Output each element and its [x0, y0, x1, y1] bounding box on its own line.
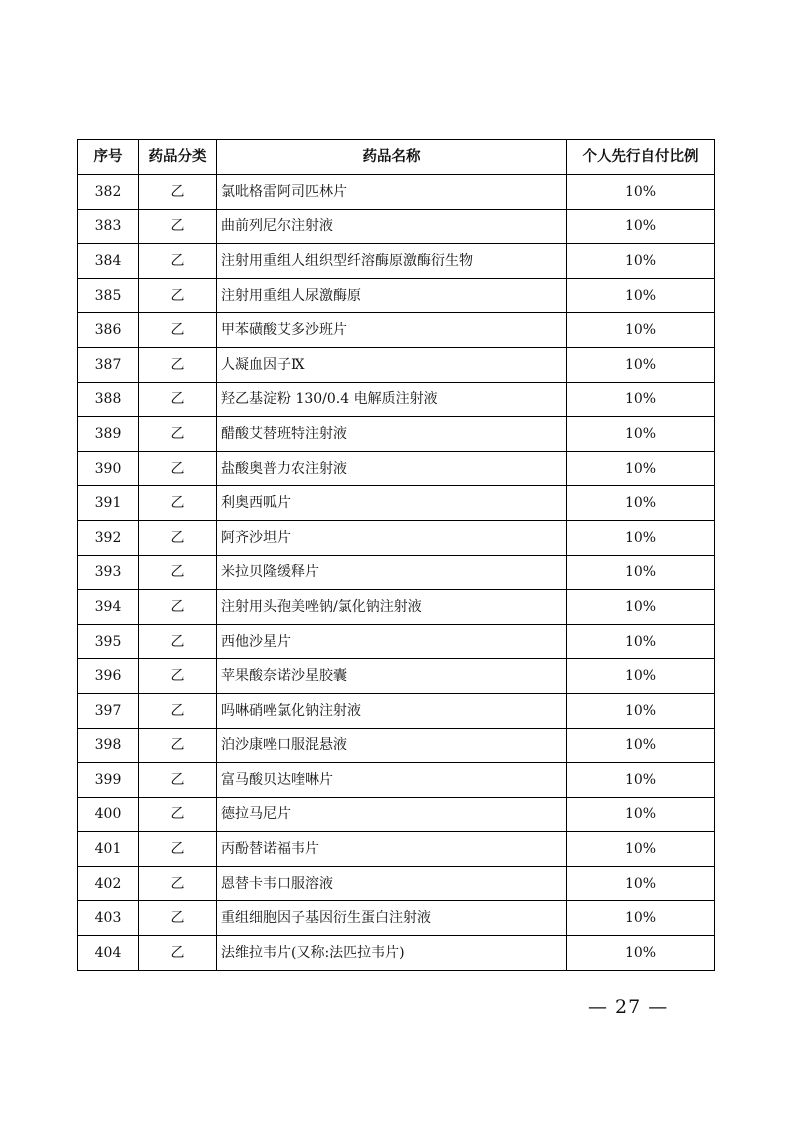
cell-drug-category: 乙 [139, 936, 217, 971]
table-row [78, 382, 715, 417]
cell-drug-name: 醋酸艾替班特注射液 [217, 417, 567, 452]
cell-self-pay-ratio: 10% [567, 486, 715, 521]
cell-serial-number: 390 [78, 451, 139, 486]
table-row [78, 244, 715, 279]
table-row [78, 624, 715, 659]
cell-serial-number: 387 [78, 347, 139, 382]
cell-self-pay-ratio: 10% [567, 417, 715, 452]
table-row [78, 486, 715, 521]
cell-drug-name: 苹果酸奈诺沙星胶囊 [217, 659, 567, 694]
cell-serial-number: 382 [78, 175, 139, 210]
cell-drug-category: 乙 [139, 209, 217, 244]
cell-drug-category: 乙 [139, 382, 217, 417]
cell-drug-name: 德拉马尼片 [217, 797, 567, 832]
cell-serial-number: 400 [78, 797, 139, 832]
cell-self-pay-ratio: 10% [567, 347, 715, 382]
header-serial-number: 序号 [78, 140, 139, 175]
cell-serial-number: 401 [78, 832, 139, 867]
cell-drug-name: 注射用头孢美唑钠/氯化钠注射液 [217, 590, 567, 625]
cell-self-pay-ratio: 10% [567, 244, 715, 279]
cell-drug-name: 米拉贝隆缓释片 [217, 555, 567, 590]
table-row [78, 278, 715, 313]
cell-self-pay-ratio: 10% [567, 520, 715, 555]
cell-drug-category: 乙 [139, 728, 217, 763]
table-row [78, 417, 715, 452]
table-row [78, 901, 715, 936]
cell-serial-number: 383 [78, 209, 139, 244]
cell-self-pay-ratio: 10% [567, 797, 715, 832]
table-row [78, 797, 715, 832]
cell-serial-number: 402 [78, 866, 139, 901]
cell-drug-category: 乙 [139, 901, 217, 936]
cell-self-pay-ratio: 10% [567, 659, 715, 694]
cell-drug-category: 乙 [139, 832, 217, 867]
cell-self-pay-ratio: 10% [567, 313, 715, 348]
cell-self-pay-ratio: 10% [567, 382, 715, 417]
cell-serial-number: 384 [78, 244, 139, 279]
table-row [78, 520, 715, 555]
cell-serial-number: 395 [78, 624, 139, 659]
cell-self-pay-ratio: 10% [567, 866, 715, 901]
cell-drug-category: 乙 [139, 693, 217, 728]
cell-drug-name: 恩替卡韦口服溶液 [217, 866, 567, 901]
table-row [78, 347, 715, 382]
cell-serial-number: 391 [78, 486, 139, 521]
cell-drug-category: 乙 [139, 590, 217, 625]
cell-self-pay-ratio: 10% [567, 728, 715, 763]
cell-self-pay-ratio: 10% [567, 693, 715, 728]
cell-drug-category: 乙 [139, 763, 217, 798]
cell-drug-category: 乙 [139, 451, 217, 486]
cell-serial-number: 389 [78, 417, 139, 452]
table-body [78, 175, 715, 971]
table-row [78, 175, 715, 210]
cell-drug-name: 注射用重组人组织型纤溶酶原激酶衍生物 [217, 244, 567, 279]
cell-drug-name: 羟乙基淀粉 130/0.4 电解质注射液 [217, 382, 567, 417]
header-drug-category: 药品分类 [139, 140, 217, 175]
cell-self-pay-ratio: 10% [567, 832, 715, 867]
cell-serial-number: 404 [78, 936, 139, 971]
table-row [78, 936, 715, 971]
cell-drug-category: 乙 [139, 866, 217, 901]
cell-self-pay-ratio: 10% [567, 555, 715, 590]
cell-drug-name: 人凝血因子Ⅸ [217, 347, 567, 382]
cell-serial-number: 386 [78, 313, 139, 348]
cell-drug-category: 乙 [139, 624, 217, 659]
page-number: — 27 — [588, 996, 669, 1018]
cell-drug-name: 泊沙康唑口服混悬液 [217, 728, 567, 763]
cell-drug-name: 利奥西呱片 [217, 486, 567, 521]
cell-self-pay-ratio: 10% [567, 590, 715, 625]
header-self-pay-ratio: 个人先行自付比例 [567, 140, 715, 175]
cell-serial-number: 394 [78, 590, 139, 625]
cell-drug-category: 乙 [139, 520, 217, 555]
table-header-row [78, 140, 715, 175]
cell-drug-name: 盐酸奥普力农注射液 [217, 451, 567, 486]
cell-drug-name: 西他沙星片 [217, 624, 567, 659]
cell-drug-category: 乙 [139, 555, 217, 590]
cell-drug-category: 乙 [139, 659, 217, 694]
cell-drug-name: 法维拉韦片(又称:法匹拉韦片) [217, 936, 567, 971]
table-row [78, 590, 715, 625]
cell-self-pay-ratio: 10% [567, 175, 715, 210]
cell-self-pay-ratio: 10% [567, 763, 715, 798]
cell-serial-number: 396 [78, 659, 139, 694]
cell-self-pay-ratio: 10% [567, 936, 715, 971]
cell-drug-name: 重组细胞因子基因衍生蛋白注射液 [217, 901, 567, 936]
cell-drug-name: 丙酚替诺福韦片 [217, 832, 567, 867]
cell-serial-number: 393 [78, 555, 139, 590]
cell-drug-name: 注射用重组人尿激酶原 [217, 278, 567, 313]
cell-serial-number: 388 [78, 382, 139, 417]
cell-drug-name: 甲苯磺酸艾多沙班片 [217, 313, 567, 348]
table-row [78, 763, 715, 798]
cell-self-pay-ratio: 10% [567, 901, 715, 936]
cell-drug-category: 乙 [139, 797, 217, 832]
cell-self-pay-ratio: 10% [567, 624, 715, 659]
cell-serial-number: 397 [78, 693, 139, 728]
table-row [78, 659, 715, 694]
cell-drug-category: 乙 [139, 244, 217, 279]
cell-serial-number: 399 [78, 763, 139, 798]
cell-drug-category: 乙 [139, 417, 217, 452]
cell-drug-name: 曲前列尼尔注射液 [217, 209, 567, 244]
table-row [78, 832, 715, 867]
table-row [78, 728, 715, 763]
table-row [78, 693, 715, 728]
cell-drug-category: 乙 [139, 486, 217, 521]
cell-drug-name: 氯吡格雷阿司匹林片 [217, 175, 567, 210]
table-row [78, 313, 715, 348]
cell-self-pay-ratio: 10% [567, 278, 715, 313]
table-row [78, 866, 715, 901]
cell-drug-name: 吗啉硝唑氯化钠注射液 [217, 693, 567, 728]
cell-drug-category: 乙 [139, 278, 217, 313]
cell-self-pay-ratio: 10% [567, 209, 715, 244]
cell-serial-number: 398 [78, 728, 139, 763]
cell-drug-category: 乙 [139, 347, 217, 382]
cell-self-pay-ratio: 10% [567, 451, 715, 486]
cell-drug-name: 富马酸贝达喹啉片 [217, 763, 567, 798]
header-drug-name: 药品名称 [217, 140, 567, 175]
table-row [78, 209, 715, 244]
table-row [78, 451, 715, 486]
table-row [78, 555, 715, 590]
drug-list-table [77, 139, 715, 971]
cell-serial-number: 392 [78, 520, 139, 555]
cell-drug-category: 乙 [139, 175, 217, 210]
cell-drug-name: 阿齐沙坦片 [217, 520, 567, 555]
cell-serial-number: 385 [78, 278, 139, 313]
cell-serial-number: 403 [78, 901, 139, 936]
cell-drug-category: 乙 [139, 313, 217, 348]
